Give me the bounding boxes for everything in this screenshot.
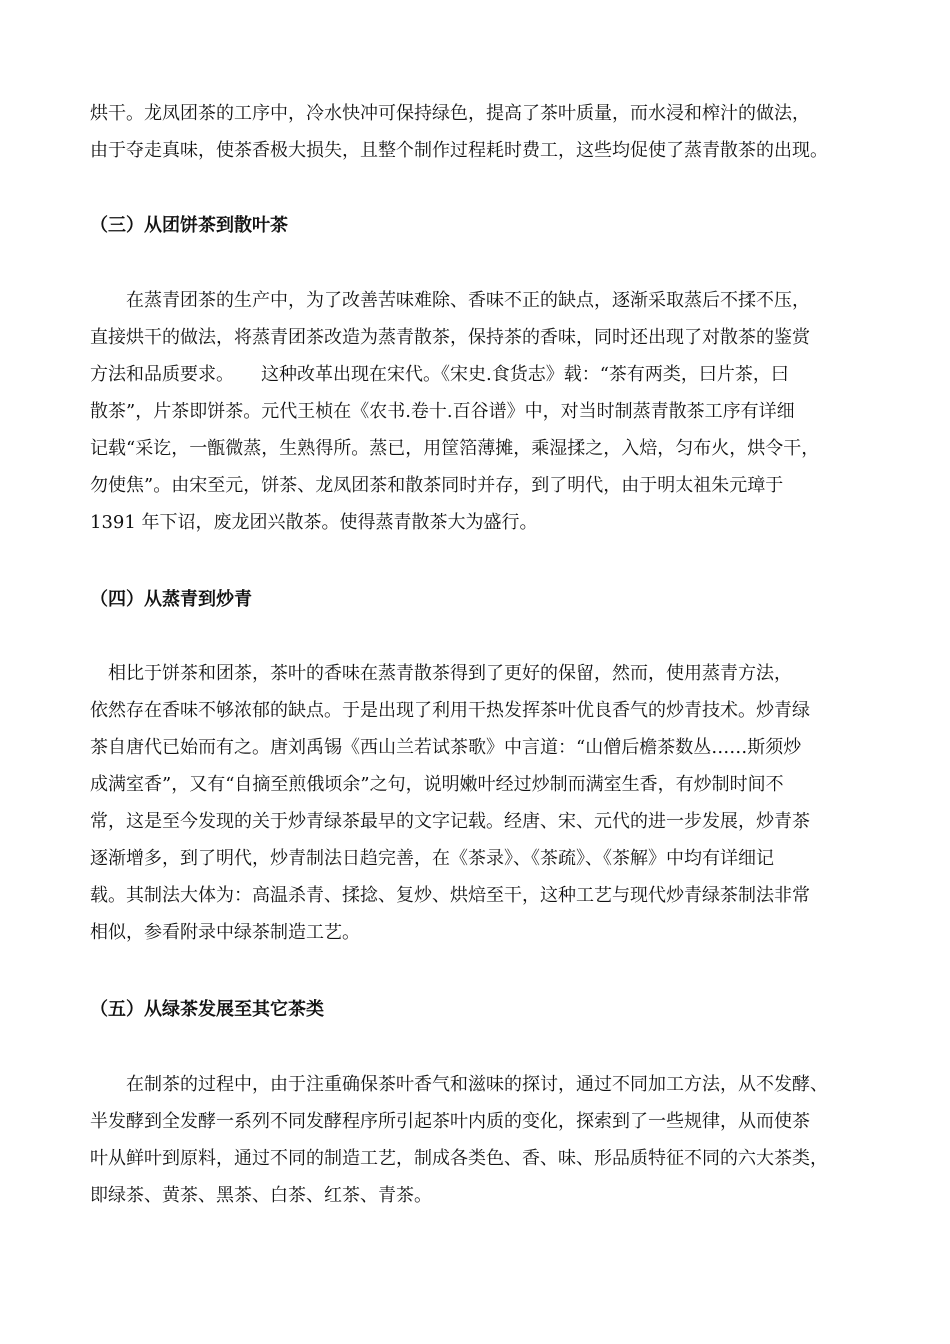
text-line: 散茶”，片茶即饼茶。元代王桢在《农书.卷十.百谷谱》中，对当时制蒸青散茶工序有详细 [90, 401, 795, 422]
section-heading-5: （五）从绿茶发展至其它茶类 [90, 999, 324, 1020]
text-line: 1391 年下诏，废龙团兴散茶。使得蒸青散茶大为盛行。 [90, 512, 538, 533]
text-line: 在蒸青团茶的生产中，为了改善苦味难除、香味不正的缺点，逐渐采取蒸后不揉不压， [90, 290, 810, 311]
text-line: 记载“采讫，一甑微蒸，生熟得所。蒸已，用筐箔薄摊，乘湿揉之，入焙，匀布火，烘令干， [90, 438, 820, 459]
paragraph-section-4 [90, 655, 870, 951]
text-line: 成满室香”，又有“自摘至煎俄顷余”之句，说明嫩叶经过炒制而满室生香，有炒制时间不 [90, 774, 784, 795]
text-line: 方法和品质要求。 这种改革出现在宋代。《宋史.食货志》载：“茶有两类，曰片茶，曰 [90, 364, 789, 385]
paragraph-section-3 [90, 282, 870, 541]
text-line: 依然存在香味不够浓郁的缺点。于是出现了利用干热发挥茶叶优良香气的炒青技术。炒青绿 [90, 700, 810, 721]
text-line: 直接烘干的做法，将蒸青团茶改造为蒸青散茶，保持茶的香味，同时还出现了对散茶的鉴赏 [90, 327, 810, 348]
text-line: 半发酵到全发酵一系列不同发酵程序所引起茶叶内质的变化，探索到了一些规律，从而使茶 [90, 1111, 810, 1132]
text-line: 茶自唐代已始而有之。唐刘禹锡《西山兰若试茶歌》中言道：“山僧后檐茶数丛……斯须炒 [90, 737, 802, 758]
text-line: 相似，参看附录中绿茶制造工艺。 [90, 922, 360, 943]
text-line: 勿使焦”。由宋至元，饼茶、龙凤团茶和散茶同时并存，到了明代，由于明太祖朱元璋于 [90, 475, 784, 496]
text-line: 逐渐增多，到了明代，炒青制法日趋完善，在《茶录》、《茶疏》、《茶解》中均有详细记 [90, 848, 774, 869]
paragraph-section-5 [90, 1066, 870, 1214]
text-line: 相比于饼茶和团茶，茶叶的香味在蒸青散茶得到了更好的保留，然而，使用蒸青方法， [90, 663, 792, 684]
text-line: 烘干。龙凤团茶的工序中，冷水快冲可保持绿色，提高了茶叶质量，而水浸和榨汁的做法， [90, 103, 810, 124]
paragraph-intro [90, 95, 870, 169]
text-line: 在制茶的过程中，由于注重确保茶叶香气和滋味的探讨，通过不同加工方法，从不发酵、 [90, 1074, 828, 1095]
text-line: 载。其制法大体为：高温杀青、揉捻、复炒、烘焙至干，这种工艺与现代炒青绿茶制法非常 [90, 885, 810, 906]
text-line: 叶从鲜叶到原料，通过不同的制造工艺，制成各类色、香、味、形品质特征不同的六大茶类， [90, 1148, 828, 1169]
text-line: 由于夺走真味，使茶香极大损失，且整个制作过程耗时费工，这些均促使了蒸青散茶的出现。 [90, 140, 828, 161]
section-heading-3: （三）从团饼茶到散叶茶 [90, 215, 288, 236]
section-heading-4: （四）从蒸青到炒青 [90, 589, 252, 610]
text-line: 即绿茶、黄茶、黑茶、白茶、红茶、青茶。 [90, 1185, 432, 1206]
text-line: 常，这是至今发现的关于炒青绿茶最早的文字记载。经唐、宋、元代的进一步发展，炒青茶 [90, 811, 810, 832]
